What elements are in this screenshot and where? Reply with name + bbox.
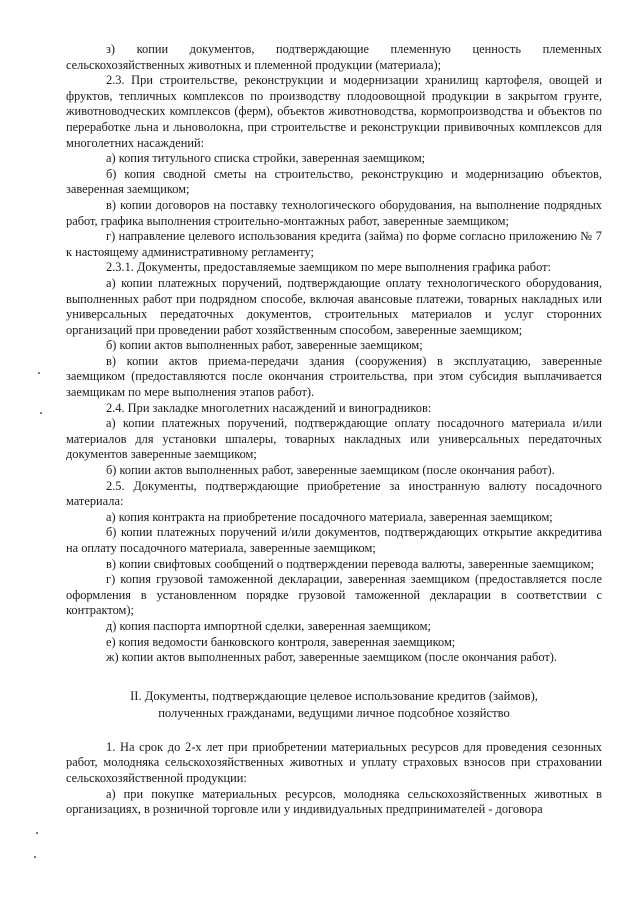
list-item: б) копии актов выполненных работ, заверенные заемщиком; xyxy=(106,338,423,353)
list-item: б) копии платежных поручений и/или документов, подтверждающих открытие аккредитива на оплату посадочного материала, заверенные заемщиком; xyxy=(66,525,602,555)
section-heading-line2: полученных гражданами, ведущими личное подсобное хозяйство xyxy=(158,705,510,720)
document-page xyxy=(66,42,602,818)
list-item: б) копии актов выполненных работ, заверенные заемщиком (после окончания работ). xyxy=(106,463,555,478)
list-item: е) копия ведомости банковского контроля, заверенная заемщиком; xyxy=(106,634,456,649)
list-item: а) копия контракта на приобретение посадочного материала, заверенная заемщиком; xyxy=(106,509,553,524)
list-item: д) копия паспорта импортной сделки, заверенная заемщиком; xyxy=(106,618,431,633)
paragraph-2-5: 2.5. Документы, подтверждающие приобретение за иностранную валюту посадочного материала: xyxy=(66,478,602,509)
list-item: а) копии платежных поручений, подтверждающие оплату технологического оборудования, выполненных работ при подрядном способе, включая авансовые платежи, товарных накладных или универсальных передаточных документов, строительных материалов и услуг сторонних организаций при проведении работ хозяйственным способом, заверенные заемщиком; xyxy=(66,275,602,337)
paragraph-1: 1. На срок до 2-х лет при приобретении материальных ресурсов для проведения сезонных работ, молодняка сельскохозяйственных животных и уплату страховых взносов при страховании сельскохозяйственной продукции: xyxy=(66,739,602,785)
list-item: а) копия титульного списка стройки, заверенная заемщиком; xyxy=(106,151,426,166)
list-item: г) направление целевого использования кредита (займа) по форме согласно приложению № 7 к настоящему административному регламенту; xyxy=(66,229,602,259)
list-item: г) копия грузовой таможенной декларации, заверенная заемщиком (предоставляется после оформления в установленном порядке грузовой таможенной декларации в соответствии с контрактом); xyxy=(66,572,602,618)
list-item: а) при покупке материальных ресурсов, молодняка сельскохозяйственных животных в организациях, в розничной торговле или у индивидуальных предпринимателей - договора xyxy=(66,786,602,817)
list-item: в) копии свифтовых сообщений о подтверждении перевода валюты, заверенные заемщиком; xyxy=(106,556,595,571)
paragraph-2-4: 2.4. При закладке многолетних насаждений и виноградников: xyxy=(106,400,432,415)
list-item: а) копии платежных поручений, подтверждающие оплату посадочного материала и/или материалов для установки шпалеры, товарных накладных или универсальных передаточных документов заверенные заемщиком; xyxy=(66,416,602,462)
section-heading xyxy=(66,688,602,722)
section-heading-line1: II. Документы, подтверждающие целевое использование кредитов (займов), xyxy=(130,688,538,703)
scan-speck xyxy=(36,832,38,834)
scan-speck xyxy=(38,372,40,374)
list-item: б) копия сводной сметы на строительство, реконструкцию и модернизацию объектов, заверенная заемщиком; xyxy=(66,166,602,197)
paragraph-2-3-1: 2.3.1. Документы, предоставляемые заемщиком по мере выполнения графика работ: xyxy=(106,260,551,275)
list-item: ж) копии актов выполненных работ, заверенные заемщиком (после окончания работ). xyxy=(106,650,558,665)
list-item: в) копии актов приема-передачи здания (сооружения) в эксплуатацию, заверенные заемщиком (предоставляются после окончания строительства, при этом субсидия выплачивается заемщикам по мере выполнения этапов работ). xyxy=(66,353,602,400)
scan-speck xyxy=(34,856,36,858)
paragraph-2-3: 2.3. При строительстве, реконструкции и модернизации хранилищ картофеля, овощей и фруктов, тепличных комплексов по производству плодоовощной продукции в закрытом грунте, животноводческих комплексов (ферм), объектов животноводства, кормопроизводства и объектов по переработке льна и льноволокна, при строительстве и реконструкции прививочных комплексов для многолетних насаждений: xyxy=(66,73,602,150)
paragraph-z: з) копии документов, подтверждающие племенную ценность племенных сельскохозяйственных животных и племенной продукции (материала); xyxy=(66,42,602,72)
scan-speck xyxy=(40,412,42,414)
list-item: в) копии договоров на поставку технологического оборудования, на выполнение подрядных работ, графика выполнения строительно-монтажных работ, заверенные заемщиком; xyxy=(66,197,602,228)
